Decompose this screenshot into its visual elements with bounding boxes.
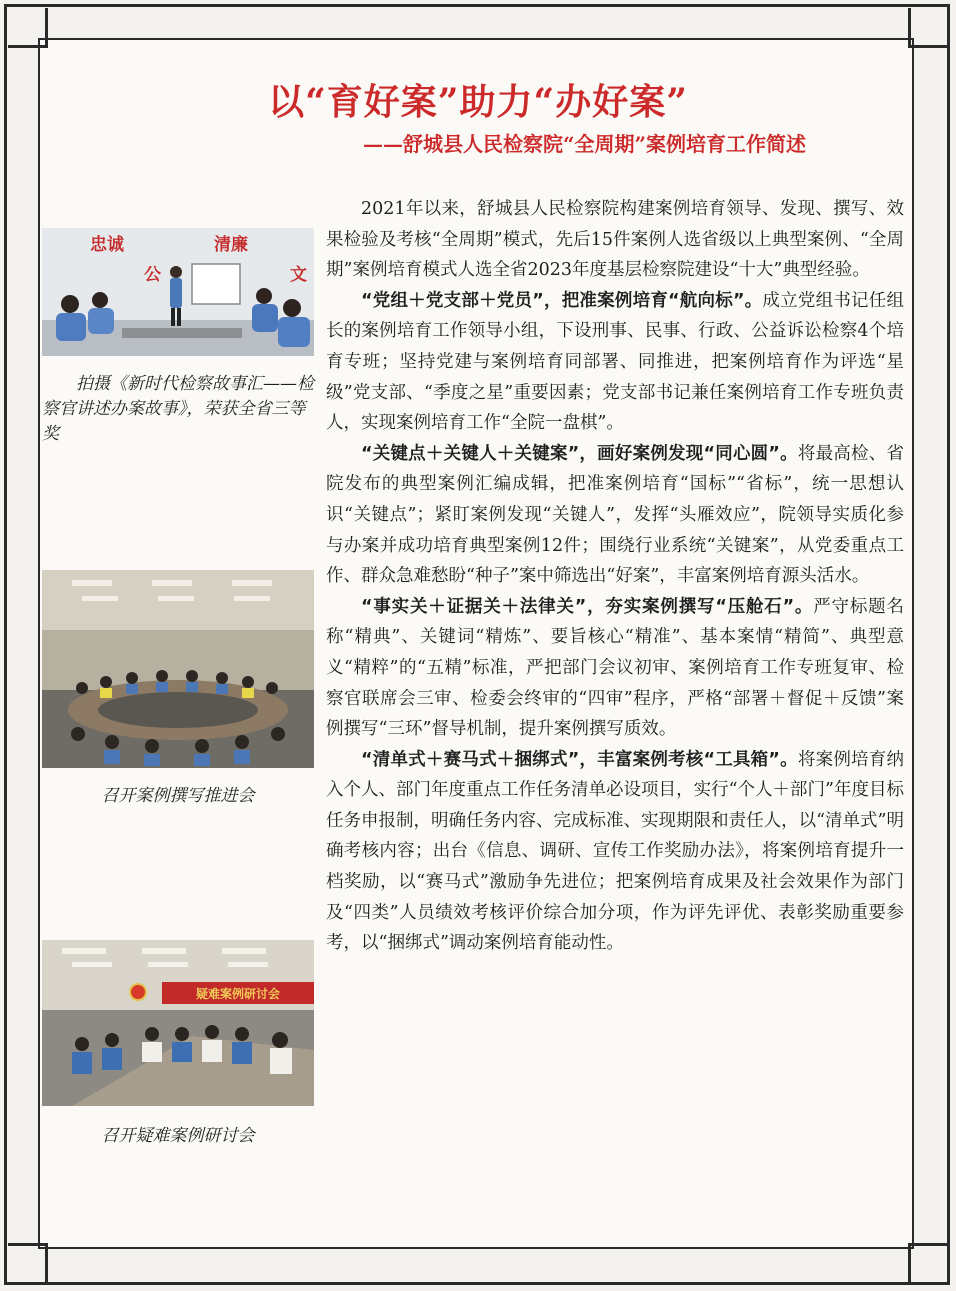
section-3-text: 严守标题名称“精典”、关键词“精炼”、要旨核心“精准”、基本案情“精简”、典型意义“精粹”的“五精”标准，严把部门会议初审、案例培育工作专班复审、检察官联席会三审、检委会终审的“四审”程序，严格“部署＋督促＋反馈”案例撰写“三环”督导机制，提升案例撰写质效。: [326, 596, 904, 740]
page-subtitle: ——舒城县人民检察院“全周期”案例培育工作简述: [362, 132, 806, 156]
wall-text-3: 公: [144, 265, 161, 285]
article-intro: 2021年以来，舒城县人民检察院构建案例培育领导、发现、撰写、效果检验及考核“全周期”模式，先后15件案例人选省级以上典型案例、“全周期”案例培育模式人选全省2023年度基层检察院建设“十大”典型经验。: [326, 199, 904, 281]
photo-filming-story: [42, 228, 314, 356]
page-title: 以“育好案”助力“办好案”: [268, 81, 688, 123]
photo-writing-meeting: [42, 570, 314, 768]
article-body: [326, 194, 904, 959]
photo-difficult-case-seminar-caption: 召开疑难案例研讨会: [101, 1126, 255, 1146]
photo-filming-story-scene: [42, 228, 314, 356]
wall-text-4: 文: [290, 265, 307, 285]
photo-filming-story-caption: 拍摄《新时代检察故事汇——检察官讲述办案故事》，荣获全省三等奖: [42, 374, 314, 444]
section-1-text: 成立党组书记任组长的案例培育工作领导小组，下设刑事、民事、行政、公益诉讼检察4个培育专班；坚持党建与案例培育同部署、同推进，把案例培育作为评选“星级”党支部、“季度之星”重要因素；党支部书记兼任案例培育工作专班负责人，实现案例培育工作“全院一盘棋”。: [326, 290, 904, 434]
article-section-4: [326, 745, 904, 959]
article-section-1: [326, 286, 904, 439]
section-3-lead: “事实关＋证据关＋法律关”，夯实案例撰写“压舱石”。: [361, 596, 814, 617]
wall-text-1: 忠诚: [90, 235, 124, 255]
section-4-lead: “清单式＋赛马式＋捆绑式”，丰富案例考核“工具箱”。: [361, 749, 798, 770]
frame-corner-bottom-left: [8, 1243, 48, 1283]
article-section-3: [326, 592, 904, 745]
section-2-text: 将最高检、省院发布的典型案例汇编成辑，把准案例培育“国标”“省标”，统一思想认识“关键点”；紧盯案例发现“关键人”，发挥“头雁效应”，院领导实质化参与办案并成功培育典型案例12件；围绕行业系统“关键案”，从党委重点工作、群众急难愁盼“种子”案中筛选出“好案”，丰富案例培育源头活水。: [326, 443, 905, 587]
frame-corner-top-left: [8, 8, 48, 48]
photo-difficult-case-seminar: [42, 940, 314, 1106]
seminar-banner-text: 疑难案例研讨会: [195, 987, 281, 1001]
wall-text-2: 清廉: [214, 235, 248, 255]
frame-corner-top-right: [908, 8, 948, 48]
section-2-lead: “关键点＋关键人＋关键案”，画好案例发现“同心圆”。: [361, 443, 798, 464]
frame-corner-bottom-right: [908, 1243, 948, 1283]
section-4-text: 将案例培育纳入个人、部门年度重点工作任务清单必设项目，实行“个人＋部门”年度目标任务申报制，明确任务内容、完成标准、实现期限和责任人，以“清单式”明确考核内容；出台《信息、调研、宣传工作奖励办法》，将案例培育提升一档奖励，以“赛马式”激励争先进位；把案例培育成果及社会效果作为部门及“四类”人员绩效考核评价综合加分项，作为评先评优、表彰奖励重要参考，以“捆绑式”调动案例培育能动性。: [326, 749, 905, 954]
photo-writing-meeting-caption: 召开案例撰写推进会: [101, 786, 255, 806]
photo-writing-meeting-scene: [42, 570, 314, 768]
photo-difficult-case-seminar-scene: [42, 940, 314, 1106]
section-1-lead: “党组＋党支部＋党员”，把准案例培育“航向标”。: [361, 290, 763, 311]
article-section-2: [326, 439, 904, 592]
